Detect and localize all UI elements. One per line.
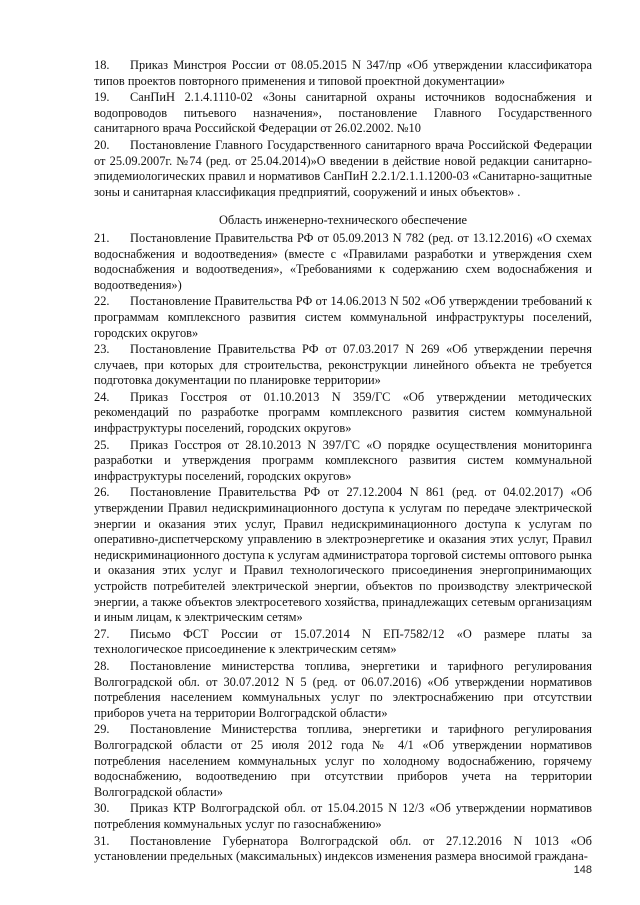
regulation-item	[94, 342, 592, 389]
item-text: Письмо ФСТ России от 15.07.2014 N ЕП-7582/12 «О размере платы за технологическое присоединение к электрическим сетям»	[94, 626, 592, 657]
regulation-item	[94, 834, 592, 865]
item-text: Постановление Правительства РФ от 27.12.2004 N 861 (ред. от 04.02.2017) «Об утверждении Правил недискриминационного доступа к услугам по передаче электрической энергии и оказания этих услуг, Правил недискриминационного доступа к услугам по оперативно-диспетчерскому управлению в электроэнергетике и оказания этих услуг, Правил недискриминационного доступа к услугам администратора торговой системы оптового рынка и оказания этих услуг и Правил технологического присоединения энергопринимающих устройств потребителей электрической энергии, объектов по производству электрической энергии, а также объектов электросетевого хозяйства, принадлежащих сетевым организациям и иным лицам, к электрическим сетям»	[94, 485, 592, 625]
item-number: 26.	[94, 485, 110, 500]
item-text: Постановление Правительства РФ от 14.06.2013 N 502 «Об утверждении требований к программам комплексного развития систем коммунальной инфраструктуры поселений, городских округов»	[94, 294, 592, 340]
regulation-item	[94, 138, 592, 200]
item-text: Постановление министерства топлива, энергетики и тарифного регулирования Волгоградской обл. от 30.07.2012 N 5 (ред. от 06.07.2016) «Об утверждении нормативов потребления населением коммунальных услуг по электроснабжению при отсутствии приборов учета на территории Волгоградской области»	[94, 658, 592, 720]
regulation-item	[94, 627, 592, 658]
item-text: Постановление Министерства топлива, энергетики и тарифного регулирования Волгоградской области от 25 июля 2012 года № 4/1 «Об утверждении нормативов потребления населением коммунальных услуг по холодному водоснабжению, горячему водоснабжению, водоотведению при отсутствии приборов учета на территории Волгоградской области»	[94, 722, 592, 799]
regulation-item	[94, 294, 592, 341]
page-number: 148	[573, 864, 592, 876]
regulation-item	[94, 801, 592, 832]
regulation-item	[94, 390, 592, 437]
item-number: 27.	[94, 626, 110, 641]
item-number: 29.	[94, 722, 110, 737]
item-number: 20.	[94, 137, 110, 152]
item-number: 30.	[94, 801, 110, 816]
item-number: 22.	[94, 294, 110, 309]
item-text: Постановление Губернатора Волгоградской обл. от 27.12.2016 N 1013 «Об установлении предельных (максимальных) индексов изменения размера вносимой граждана-	[94, 833, 592, 864]
item-number: 28.	[94, 658, 110, 673]
item-text: СанПиН 2.1.4.1110-02 «Зоны санитарной охраны источников водоснабжения и водопроводов питьевого назначения», постановление Главного Государственного санитарного врача Российской Федерации от 26.02.2002. №10	[94, 90, 592, 136]
item-number: 18.	[94, 58, 110, 72]
item-text: Приказ Минстроя России от 08.05.2015 N 347/пр «Об утверждении классификатора типов проектов повторного применения и типовой проектной документации»	[94, 58, 592, 88]
regulation-item	[94, 58, 592, 89]
item-number: 23.	[94, 342, 110, 357]
item-number: 21.	[94, 230, 110, 245]
regulation-item	[94, 231, 592, 293]
regulation-item	[94, 659, 592, 721]
item-number: 25.	[94, 437, 110, 452]
item-text: Постановление Главного Государственного санитарного врача Российской Федерации от 25.09.2007г. №74 (ред. от 25.04.2014)»О введении в действие новой редакции санитарно-эпидемиологических правил и нормативов СанПиН 2.2.1/2.1.1.1200-03 «Санитарно-защитные зоны и санитарная классификация предприятий, сооружений и иных объектов» .	[94, 137, 592, 199]
item-text: Приказ Госстроя от 01.10.2013 N 359/ГС «Об утверждении методических рекомендаций по разработке программ комплексного развития систем коммунальной инфраструктуры поселений, городских округов»	[94, 389, 592, 436]
regulation-item	[94, 485, 592, 625]
item-number: 24.	[94, 389, 110, 404]
item-text: Приказ Госстроя от 28.10.2013 N 397/ГС «О порядке осуществления мониторинга разработки и утверждения программ комплексного развития систем коммунальной инфраструктуры поселений, городских округов»	[94, 437, 592, 483]
regulation-item	[94, 438, 592, 485]
item-text: Приказ КТР Волгоградской обл. от 15.04.2015 N 12/3 «Об утверждении нормативов потребления коммунальных услуг по газоснабжению»	[94, 801, 592, 831]
document-body	[94, 58, 592, 866]
item-number: 31.	[94, 833, 110, 848]
item-number: 19.	[94, 90, 110, 105]
regulation-item	[94, 722, 592, 800]
regulation-list-bottom	[94, 231, 592, 865]
regulation-list-top	[94, 58, 592, 200]
item-text: Постановление Правительства РФ от 07.03.2017 N 269 «Об утверждении перечня случаев, при которых для строительства, реконструкции линейного объекта не требуется подготовка документации по планировке территории»	[94, 342, 592, 388]
item-text: Постановление Правительства РФ от 05.09.2013 N 782 (ред. от 13.12.2016) «О схемах водоснабжения и водоотведения» (вместе с «Правилами разработки и утверждения схем водоснабжения и водоотведения», «Требованиями к содержанию схем водоснабжения и водоотведения»)	[94, 230, 592, 292]
section-title: Область инженерно-технического обеспечение	[218, 213, 468, 228]
regulation-item	[94, 90, 592, 137]
